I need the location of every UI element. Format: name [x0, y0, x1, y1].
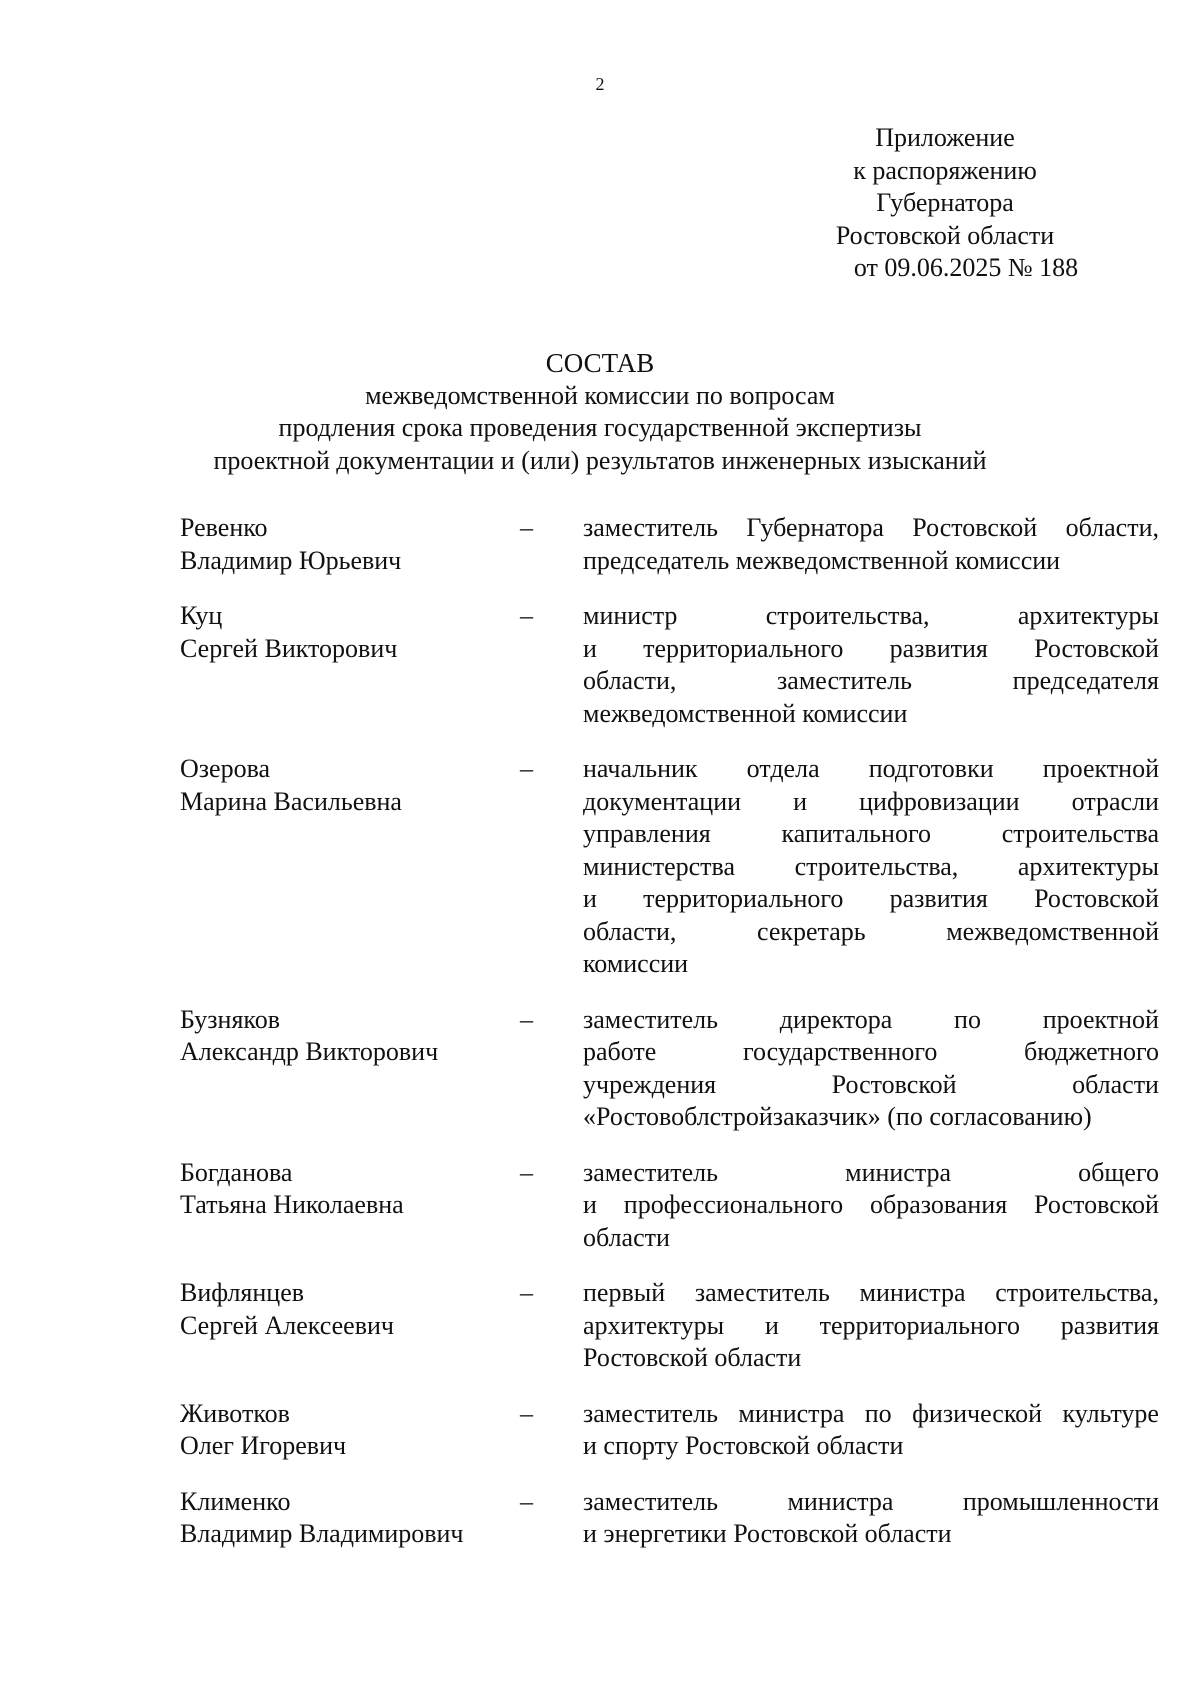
member-role-line: «Ростовоблстройзаказчик» (по согласованию) [583, 1102, 1092, 1131]
role-word: Ростовской [1034, 884, 1159, 913]
role-word: строительства, [794, 851, 959, 881]
member-name [180, 1277, 520, 1342]
role-word: области [1072, 1069, 1159, 1099]
role-word: отрасли [1071, 786, 1159, 816]
role-word: профессионального [623, 1190, 844, 1219]
role-word: отдела [746, 754, 820, 783]
role-word: заместитель [583, 513, 719, 542]
member-given-names: Марина Васильевна [180, 786, 402, 816]
member-role-line: председатель межведомственной комиссии [583, 545, 1061, 575]
role-word: первый [583, 1278, 666, 1307]
title-line: проектной документации и (или) результатов инженерных изысканий [213, 445, 987, 475]
document-title [0, 347, 1200, 477]
role-word: заместитель [583, 1398, 719, 1428]
member-row [180, 1157, 1159, 1255]
role-word: учреждения [583, 1069, 717, 1099]
member-role-line [583, 916, 1159, 949]
member-role [583, 1486, 1159, 1551]
member-role-line [583, 786, 1159, 819]
member-name [180, 600, 520, 665]
member-role-line [583, 753, 1159, 786]
member-given-names: Сергей Викторович [180, 633, 398, 663]
role-word: заместитель [694, 1278, 830, 1307]
role-word: министра [859, 1278, 966, 1307]
member-role [583, 753, 1159, 981]
member-name [180, 1157, 520, 1222]
member-dash: – [520, 1398, 533, 1428]
role-word: и [583, 1190, 597, 1219]
member-role-line [583, 1398, 1159, 1431]
member-role [583, 1398, 1159, 1463]
member-role-line: и энергетики Ростовской области [583, 1519, 952, 1548]
member-role-line [583, 1069, 1159, 1102]
role-word: по [864, 1398, 892, 1428]
member-role-line: межведомственной комиссии [583, 698, 908, 728]
member-role-line [583, 1157, 1159, 1190]
role-word: Ростовской [1034, 633, 1159, 663]
appendix-line: Губернатора [876, 188, 1014, 217]
role-word: заместитель [583, 1486, 719, 1516]
member-dash: – [520, 1004, 533, 1034]
member-dash: – [520, 513, 533, 542]
role-word: образования [870, 1190, 1008, 1219]
role-word: культуре [1062, 1398, 1159, 1428]
appendix-line: Ростовской области [835, 220, 1055, 250]
member-row [180, 753, 1159, 981]
member-dash: – [520, 1278, 533, 1307]
role-word: развития [889, 884, 988, 913]
role-word: документации [583, 786, 742, 816]
member-role-line [583, 818, 1159, 851]
role-word: территориального [643, 884, 844, 913]
member-role-line: комиссии [583, 949, 689, 978]
role-word: Ростовской [831, 1069, 957, 1099]
appendix-date-number: от 09.06.2025 № 188 [853, 253, 1079, 282]
member-role-line [583, 633, 1159, 666]
role-word: государственного [742, 1037, 938, 1066]
member-role-line: области [583, 1222, 670, 1252]
member-role [583, 600, 1159, 730]
member-surname: Куц [180, 601, 223, 630]
member-role [583, 1157, 1159, 1255]
member-row [180, 512, 1159, 577]
member-dash: – [520, 1486, 533, 1516]
role-word: цифровизации [859, 786, 1020, 816]
member-role-line: Ростовской области [583, 1343, 802, 1372]
role-word: по [954, 1004, 981, 1034]
role-word: архитектуры [1017, 601, 1159, 630]
role-word: заместитель [583, 1157, 719, 1187]
member-given-names: Татьяна Николаевна [180, 1190, 404, 1219]
role-word: начальник [583, 754, 698, 783]
member-given-names: Владимир Юрьевич [180, 545, 402, 575]
role-word: Губернатора [746, 513, 884, 542]
role-word: министра [845, 1157, 952, 1187]
role-word: председателя [1012, 666, 1159, 695]
member-given-names: Владимир Владимирович [180, 1519, 464, 1548]
member-name [180, 1398, 520, 1463]
role-word: архитектуры [583, 1310, 725, 1340]
member-role [583, 512, 1159, 577]
appendix-line: к распоряжению [853, 155, 1037, 185]
member-role-line [583, 1189, 1159, 1222]
member-role [583, 1277, 1159, 1375]
role-word: секретарь [756, 916, 866, 946]
title-main: СОСТАВ [545, 348, 655, 378]
role-word: управления [583, 819, 711, 848]
member-row [180, 1398, 1159, 1463]
role-word: министра [787, 1486, 894, 1516]
role-word: строительства, [765, 601, 930, 630]
role-word: физической [912, 1398, 1043, 1428]
member-role-line [583, 1036, 1159, 1069]
member-role-line [583, 1486, 1159, 1519]
member-role-line [583, 883, 1159, 916]
role-word: промышленности [962, 1486, 1159, 1516]
member-dash: – [520, 1157, 533, 1187]
role-word: капитального [781, 819, 931, 848]
member-row [180, 600, 1159, 730]
role-word: проектной [1042, 754, 1159, 783]
role-word: области, [583, 666, 677, 695]
role-word: строительства [1001, 819, 1159, 848]
member-given-names: Сергей Алексеевич [180, 1310, 394, 1340]
member-surname: Вифлянцев [180, 1278, 305, 1307]
role-word: бюджетного [1023, 1037, 1159, 1066]
member-role [583, 1004, 1159, 1134]
role-word: области, [1065, 513, 1159, 542]
role-word: и [793, 786, 808, 816]
member-row [180, 1277, 1159, 1375]
member-given-names: Олег Игоревич [180, 1431, 347, 1460]
title-line: продления срока проведения государственной экспертизы [278, 413, 922, 442]
appendix-header [780, 122, 1200, 285]
role-word: Ростовской [1034, 1190, 1159, 1219]
role-word: министерства [583, 851, 736, 881]
member-role-line [583, 1277, 1159, 1310]
member-surname: Богданова [180, 1157, 293, 1187]
title-line: межведомственной комиссии по вопросам [365, 380, 835, 410]
member-role-line [583, 600, 1159, 633]
role-word: общего [1078, 1157, 1159, 1187]
appendix-line: Приложение [875, 123, 1015, 152]
role-word: межведомственной [946, 916, 1159, 946]
member-name [180, 753, 520, 818]
role-word: заместитель [583, 1004, 719, 1034]
member-name [180, 1004, 520, 1069]
member-row [180, 1486, 1159, 1551]
role-word: развития [1060, 1310, 1159, 1340]
member-dash: – [520, 754, 533, 783]
role-word: работе [583, 1037, 657, 1066]
role-word: и [583, 633, 597, 663]
role-word: архитектуры [1017, 851, 1159, 881]
member-role-line [583, 1004, 1159, 1037]
member-role-line [583, 851, 1159, 884]
role-word: области, [583, 916, 677, 946]
role-word: министра [738, 1398, 845, 1428]
member-surname: Ревенко [180, 513, 268, 542]
role-word: и [583, 884, 597, 913]
members-list [180, 512, 1159, 1574]
page-number: 2 [595, 74, 605, 94]
role-word: заместитель [777, 666, 913, 695]
role-word: развития [889, 633, 988, 663]
role-word: проектной [1042, 1004, 1159, 1034]
member-given-names: Александр Викторович [180, 1037, 439, 1066]
member-role-line [583, 1310, 1159, 1343]
role-word: территориального [819, 1310, 1020, 1340]
member-surname: Животков [180, 1398, 290, 1428]
member-role-line [583, 512, 1159, 545]
member-role-line: и спорту Ростовской области [583, 1431, 904, 1460]
member-surname: Бузняков [180, 1004, 281, 1034]
member-row [180, 1004, 1159, 1134]
member-surname: Клименко [180, 1486, 291, 1516]
role-word: министр [583, 601, 678, 630]
member-surname: Озерова [180, 754, 271, 783]
role-word: директора [779, 1004, 893, 1034]
member-role-line [583, 665, 1159, 698]
role-word: подготовки [868, 754, 994, 783]
member-name [180, 512, 520, 577]
member-dash: – [520, 601, 533, 630]
role-word: территориального [643, 633, 844, 663]
role-word: Ростовской [912, 513, 1038, 542]
role-word: и [764, 1310, 779, 1340]
role-word: строительства, [995, 1278, 1159, 1307]
member-name [180, 1486, 520, 1551]
